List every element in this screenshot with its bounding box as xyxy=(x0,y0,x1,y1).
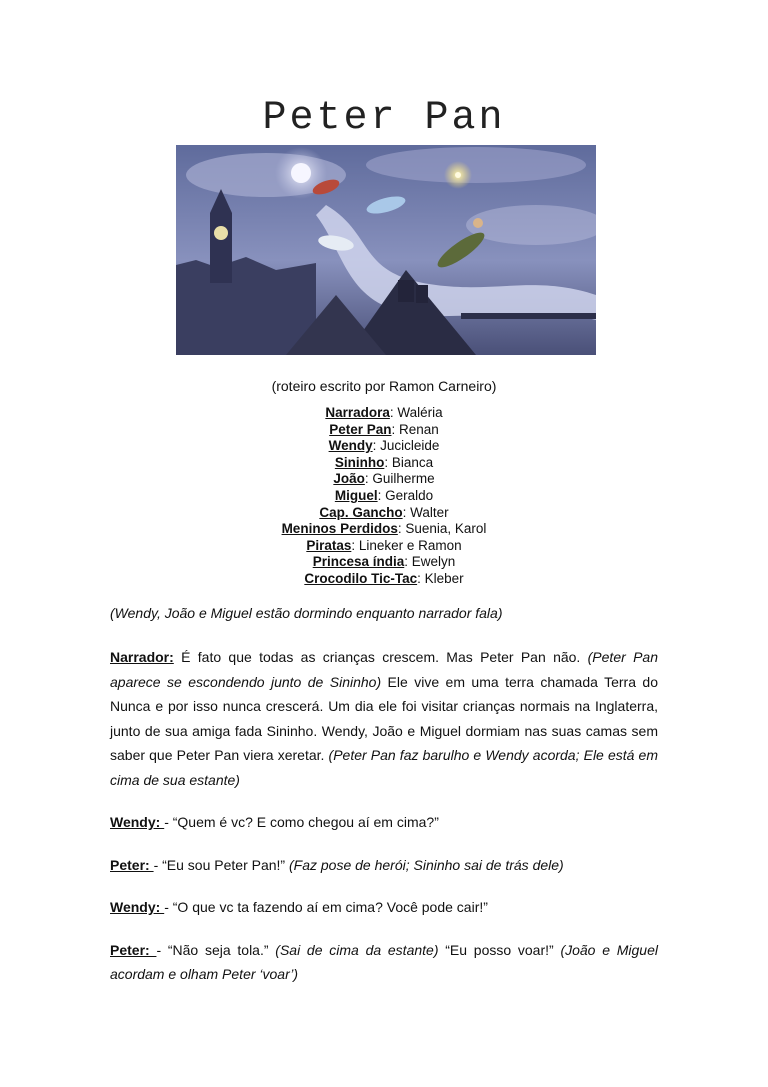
dialogue-text: - “O que vc ta fazendo aí em cima? Você pode cair!” xyxy=(164,899,488,915)
cast-row xyxy=(0,455,768,472)
dialogue-paragraph xyxy=(110,938,658,987)
script-author-credit: (roteiro escrito por Ramon Carneiro) xyxy=(271,378,497,394)
cast-role: João xyxy=(333,471,365,487)
dialogue-paragraph xyxy=(110,810,658,835)
cast-actor: Suenia, Karol xyxy=(405,521,487,537)
peter-pan-illustration xyxy=(176,145,596,355)
dialogue-paragraph xyxy=(110,645,658,792)
cast-separator: : xyxy=(397,521,406,537)
document-title: Peter Pan xyxy=(262,96,506,141)
dialogue-text: - “Quem é vc? E como chegou aí em cima?” xyxy=(164,814,439,830)
cast-row xyxy=(0,521,768,538)
cast-role: Sininho xyxy=(334,454,385,470)
cast-separator: : xyxy=(372,438,381,454)
cast-row xyxy=(0,422,768,439)
cast-separator: : xyxy=(377,487,386,503)
cast-role: Cap. Gancho xyxy=(319,504,403,520)
cast-actor: Lineker e Ramon xyxy=(358,537,462,553)
cast-row xyxy=(0,405,768,422)
cast-row xyxy=(0,554,768,571)
cast-actor: Kleber xyxy=(424,570,464,586)
cast-role: Wendy xyxy=(328,438,373,454)
cast-row xyxy=(0,438,768,455)
cast-row xyxy=(0,471,768,488)
cast-separator: : xyxy=(391,421,399,437)
dialogue-text: Ele vive em uma terra chamada Terra do Nunca e por isso nunca crescerá. Um dia ele foi visitar crianças normais na Inglaterra, junto de sua amiga fada Sininho. Wendy, João e Miguel dormiam nas suas camas sem saber que Peter Pan viera xeretar. xyxy=(110,673,658,763)
speaker-name: Wendy: xyxy=(110,814,165,830)
cast-role: Meninos Perdidos xyxy=(281,521,398,537)
cast-list xyxy=(0,405,768,588)
stage-direction: (Peter Pan aparece se escondendo junto de Sininho) xyxy=(110,649,658,690)
cast-actor: Walter xyxy=(410,504,449,520)
dialogue-text: É fato que todas as crianças crescem. Mas Peter Pan não. xyxy=(173,649,588,665)
cast-role: Crocodilo Tic-Tac xyxy=(304,570,418,586)
cast-row xyxy=(0,571,768,588)
stage-direction: (Faz pose de herói; Sininho sai de trás dele) xyxy=(288,856,564,873)
cast-row xyxy=(0,538,768,555)
cast-role: Piratas xyxy=(306,537,352,553)
stage-direction: (Peter Pan faz barulho e Wendy acorda; Ele está em cima de sua estante) xyxy=(110,747,658,788)
cast-row xyxy=(0,488,768,505)
cast-separator: : xyxy=(384,454,392,470)
opening-stage-direction: (Wendy, João e Miguel estão dormindo enquanto narrador fala) xyxy=(110,605,503,621)
cast-actor: Geraldo xyxy=(385,487,434,503)
speaker-name: Peter: xyxy=(110,941,157,958)
cast-separator: : xyxy=(402,504,411,520)
cast-role: Princesa índia xyxy=(312,554,405,570)
dialogue-text: “Eu posso voar!” xyxy=(438,941,561,958)
speaker-name: Wendy: xyxy=(110,899,165,915)
script-body xyxy=(110,645,658,1005)
dialogue-text: - “Não seja tola.” xyxy=(156,941,276,958)
cast-actor: Guilherme xyxy=(372,471,435,487)
cast-separator: : xyxy=(364,471,373,487)
cast-row xyxy=(0,505,768,522)
cast-actor: Bianca xyxy=(391,454,434,470)
cast-actor: Waléria xyxy=(397,405,443,420)
speaker-name: Peter: xyxy=(110,856,154,873)
stage-direction: (Sai de cima da estante) xyxy=(275,941,439,958)
dialogue-paragraph xyxy=(110,895,658,920)
cast-actor: Jucicleide xyxy=(380,438,440,454)
cast-separator: : xyxy=(417,570,425,586)
cast-actor: Renan xyxy=(399,421,439,437)
stage-direction: (João e Miguel acordam e olham Peter ‘voar’) xyxy=(110,941,658,982)
cast-actor: Ewelyn xyxy=(411,554,456,570)
cast-separator: : xyxy=(351,537,359,553)
cast-role: Peter Pan xyxy=(329,421,392,437)
cast-separator: : xyxy=(389,405,398,420)
speaker-name: Narrador: xyxy=(110,649,174,665)
cast-role: Narradora xyxy=(325,405,390,420)
dialogue-paragraph xyxy=(110,853,658,878)
cast-separator: : xyxy=(404,554,412,570)
cast-role: Miguel xyxy=(334,487,378,503)
dialogue-text: - “Eu sou Peter Pan!” xyxy=(153,856,289,873)
